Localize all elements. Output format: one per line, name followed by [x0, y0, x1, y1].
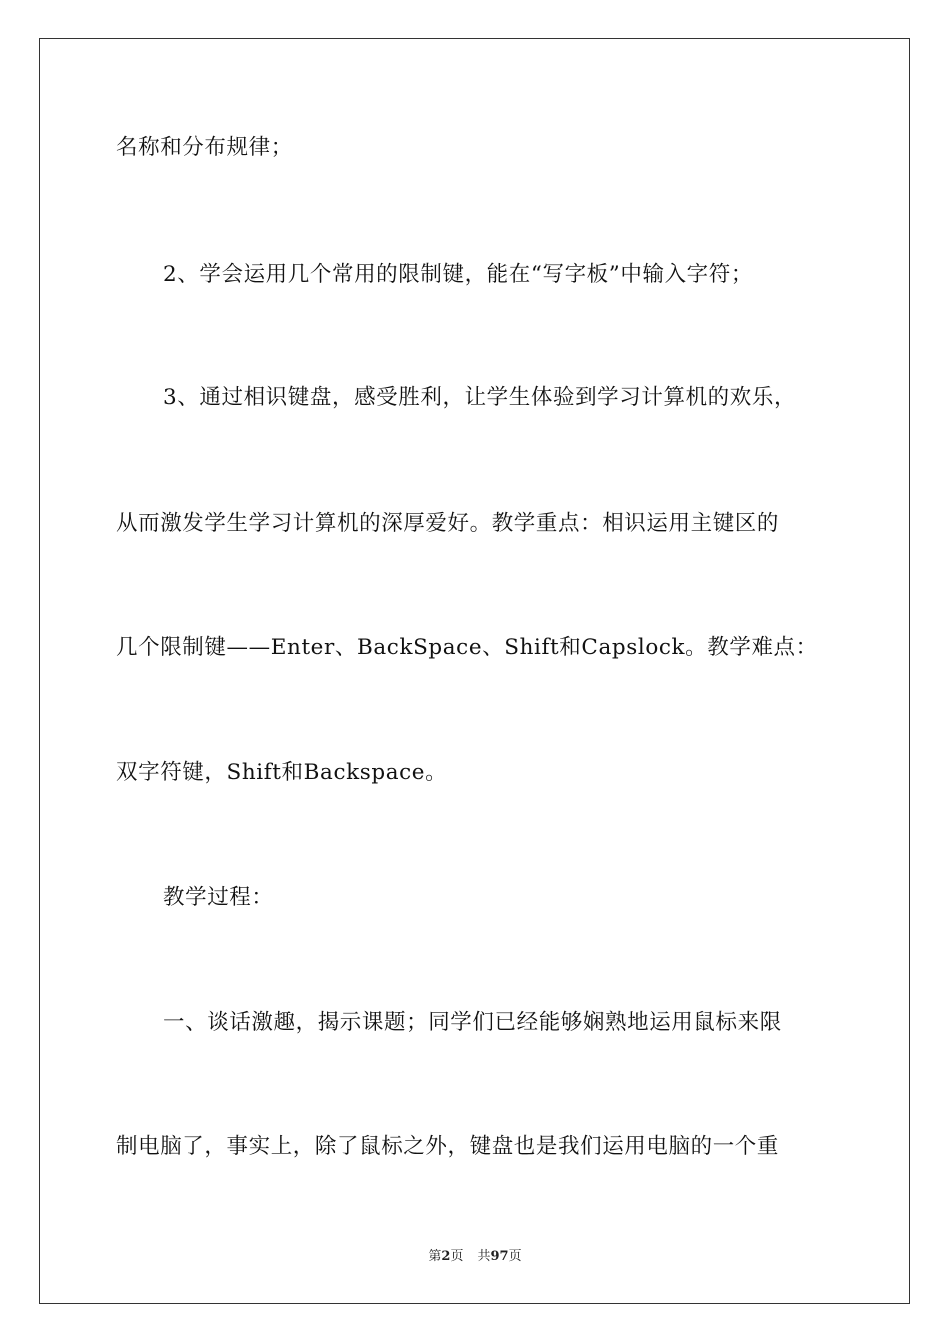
text-line-8: 一、谈话激趣，揭示课题；同学们已经能够娴熟地运用鼠标来限 [163, 1010, 782, 1035]
footer-page-prefix: 第 [428, 1249, 442, 1264]
page-border [39, 38, 910, 1304]
text-line-1: 名称和分布规律； [116, 135, 293, 160]
page-footer [0, 1248, 950, 1266]
text-line-2: 2、学会运用几个常用的限制键，能在“写字板”中输入字符； [163, 262, 753, 287]
text-line-5: 几个限制键——Enter、BackSpace、Shift和Capslock。教学难点： [116, 635, 818, 660]
text-line-4: 从而激发学生学习计算机的深厚爱好。教学重点：相识运用主键区的 [116, 511, 780, 536]
section-heading: 教学过程： [163, 885, 274, 910]
footer-page-suffix: 页 [450, 1249, 464, 1264]
footer-page-number: 2 [441, 1249, 451, 1264]
text-line-6: 双字符键，Shift和Backspace。 [116, 760, 448, 785]
text-line-9: 制电脑了，事实上，除了鼠标之外，键盘也是我们运用电脑的一个重 [116, 1134, 780, 1159]
footer-total-prefix: 共 [477, 1249, 491, 1264]
footer-total-pages: 97 [490, 1249, 509, 1264]
footer-total-suffix: 页 [508, 1249, 522, 1264]
text-line-3: 3、通过相识键盘，感受胜利，让学生体验到学习计算机的欢乐， [163, 385, 797, 410]
